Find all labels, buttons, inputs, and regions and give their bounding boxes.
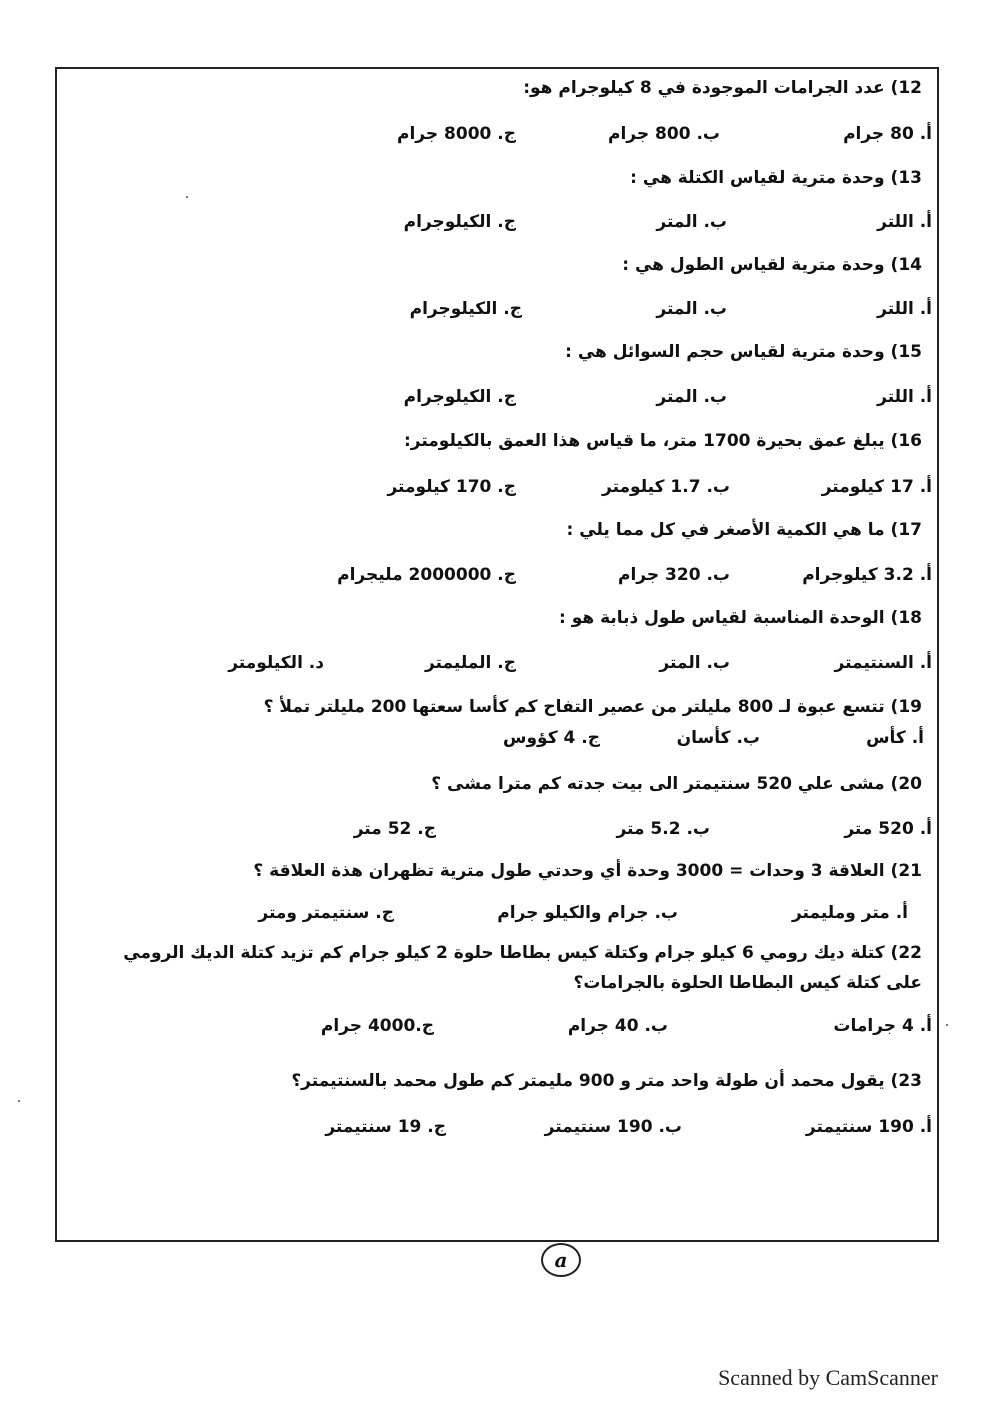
question-16-stem: 16) يبلغ عمق بحيرة 1700 متر، ما قياس هذا العمق بالكيلومتر: [403,431,922,451]
question-19-option-b: ب. كأسان [676,728,760,748]
question-22-stem: 22) كتلة ديك رومي 6 كيلو جرام وكتلة كيس بطاطا حلوة 2 كيلو جرام كم تزيد كتلة الديك الرومي على كتلة كيس البطاطا الحلوة بالجرامات؟ [123,943,922,993]
question-16-option-b: ب. 1.7 كيلومتر [602,477,730,497]
question-21-option-b: ب. جرام والكيلو جرام [497,903,678,923]
question-21-option-c: ج. سنتيمتر ومتر [258,903,394,923]
question-21-stem: 21) العلاقة 3 وحدات = 3000 وحدة أي وحدتي طول مترية تظهران هذة العلاقة ؟ [253,861,922,881]
question-12-stem: 12) عدد الجرامات الموجودة في 8 كيلوجرام هو: [523,78,922,98]
question-15-option-a: أ. اللتر [877,387,932,407]
question-23-option-c: ج. 19 سنتيمتر [325,1117,446,1137]
page-number: a [541,1243,581,1277]
question-22-option-c: ج.4000 جرام [320,1016,434,1036]
question-18-option-d: د. الكيلومتر [228,653,324,673]
question-20-option-c: ج. 52 متر [353,819,436,839]
question-13-option-c: ج. الكيلوجرام [403,212,516,232]
question-12-option-b: ب. 800 جرام [607,124,720,144]
question-22-option-b: ب. 40 جرام [567,1016,668,1036]
question-14-stem: 14) وحدة مترية لقياس الطول هي : [622,255,922,275]
question-22-option-a: أ. 4 جرامات [833,1016,932,1036]
question-16-option-c: ج. 170 كيلومتر [387,477,516,497]
question-15-option-c: ج. الكيلوجرام [403,387,516,407]
question-18-stem: 18) الوحدة المناسبة لقياس طول ذبابة هو : [559,608,922,628]
question-21-option-a: أ. متر ومليمتر [791,903,908,923]
scan-speck [18,1100,20,1102]
question-12-option-c: ج. 8000 جرام [396,124,516,144]
question-17-option-c: ج. 2000000 مليجرام [337,565,516,585]
question-23-option-a: أ. 190 سنتيمتر [805,1117,932,1137]
question-15-stem: 15) وحدة مترية لقياس حجم السوائل هي : [565,342,922,362]
question-18-option-b: ب. المتر [659,653,730,673]
question-13-stem: 13) وحدة مترية لقياس الكتلة هي : [630,168,922,188]
question-20-option-a: أ. 520 متر [844,819,932,839]
question-18-option-c: ج. المليمتر [424,653,516,673]
question-18-option-a: أ. السنتيمتر [834,653,932,673]
question-23-stem: 23) يقول محمد أن طولة واحد متر و 900 مليمتر كم طول محمد بالسنتيمتر؟ [291,1071,922,1091]
question-19-stem: 19) تتسع عبوة لـ 800 مليلتر من عصير التفاح كم كأسا سعتها 200 مليلتر تملأ ؟ [263,697,922,717]
question-17-stem: 17) ما هي الكمية الأصغر في كل مما يلي : [566,520,922,540]
question-15-option-b: ب. المتر [656,387,727,407]
scan-speck [946,1024,948,1026]
camscanner-footer: Scanned by CamScanner [718,1365,938,1390]
scan-speck [186,196,188,198]
question-12-option-a: أ. 80 جرام [843,124,932,144]
question-16-option-a: أ. 17 كيلومتر [821,477,932,497]
question-19-option-a: أ. كأس [866,728,924,748]
question-13-option-a: أ. اللتر [877,212,932,232]
question-14-option-b: ب. المتر [656,299,727,319]
question-23-option-b: ب. 190 سنتيمتر [544,1117,682,1137]
question-17-option-b: ب. 320 جرام [617,565,730,585]
question-14-option-a: أ. اللتر [877,299,932,319]
question-17-option-a: أ. 3.2 كيلوجرام [802,565,932,585]
question-13-option-b: ب. المتر [656,212,727,232]
question-20-option-b: ب. 5.2 متر [616,819,710,839]
question-20-stem: 20) مشى علي 520 سنتيمتر الى بيت جدته كم مترا مشى ؟ [431,774,922,794]
question-14-option-c: ج. الكيلوجرام [409,299,522,319]
question-19-option-c: ج. 4 كؤوس [503,728,600,748]
